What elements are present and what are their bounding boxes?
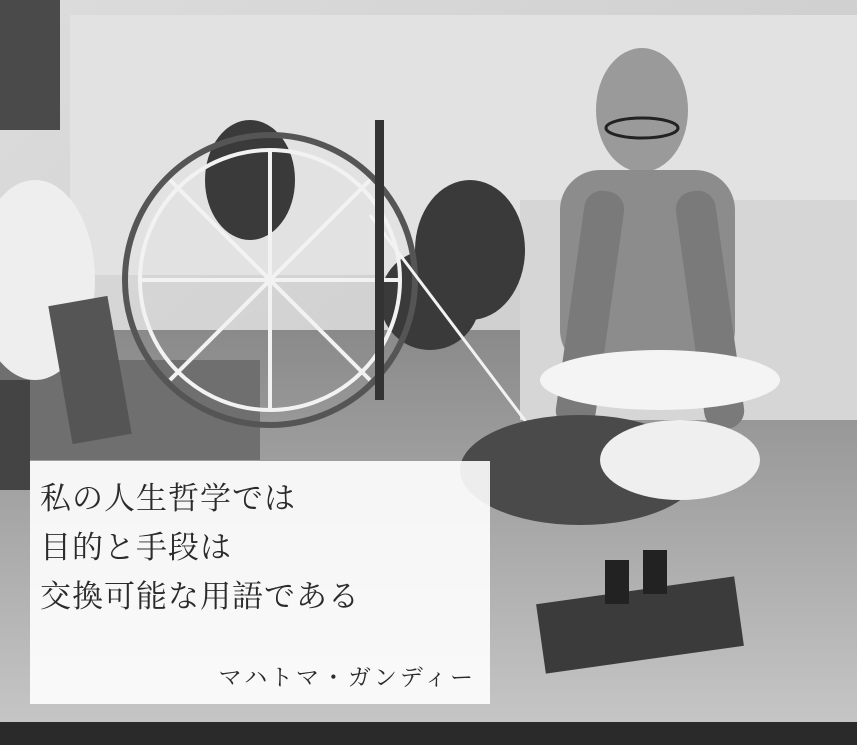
- quote-line-1: 私の人生哲学では: [40, 481, 296, 517]
- wheel-post: [375, 120, 384, 400]
- quote-panel: [30, 461, 490, 704]
- quote-author: マハトマ・ガンディー: [218, 665, 476, 691]
- quote-line-3: 交換可能な用語である: [40, 579, 360, 615]
- quote-line-2: 目的と手段は: [40, 530, 232, 566]
- bottom-strip: [0, 722, 857, 745]
